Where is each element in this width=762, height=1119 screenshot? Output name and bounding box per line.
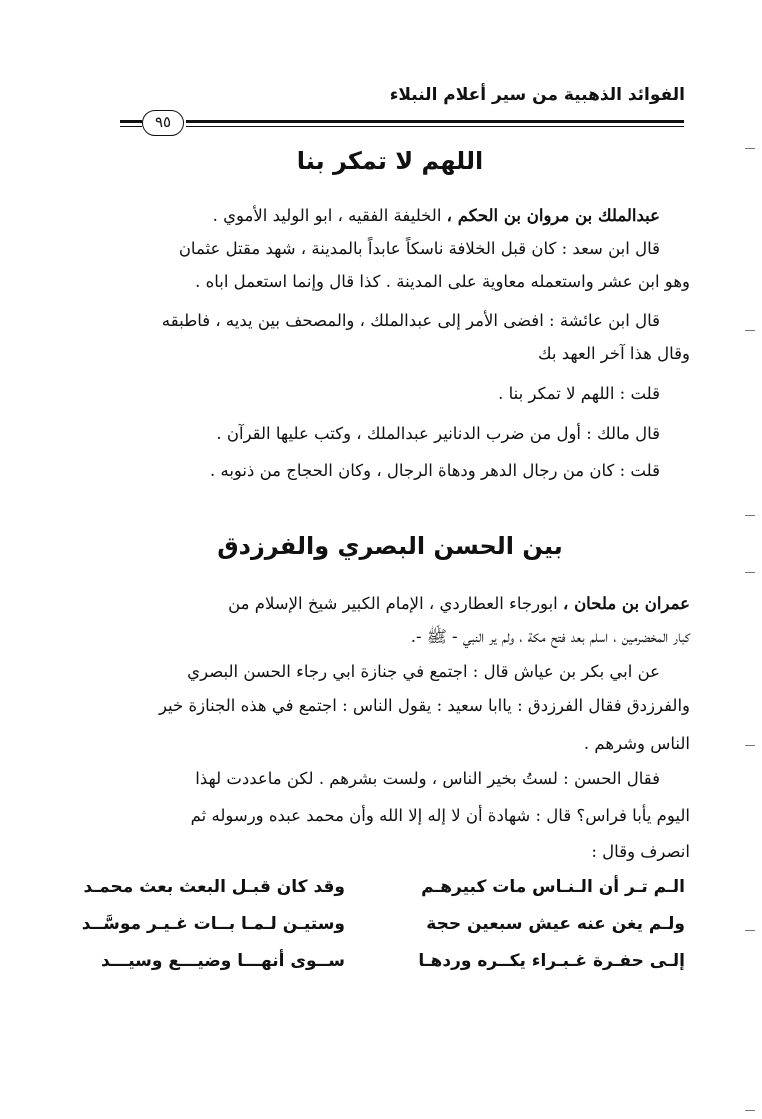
section-heading-2: بين الحسن البصري والفرزدق bbox=[217, 532, 563, 560]
text-line: انصرف وقال : bbox=[591, 842, 690, 861]
text-line: قال ابن سعد : كان قبل الخلافة ناسكاً عابداً بالمدينة ، شهد مقتل عثمان bbox=[178, 239, 660, 258]
text-line: قال مالك : أول من ضرب الدنانير عبدالملك ، وكتب عليها القرآن . bbox=[216, 424, 660, 443]
text-line: كبار المخضرمين ، اسلم بعد فتح مكة ، ولم ير النبي - ﷺ -. bbox=[410, 627, 690, 646]
text-run: ابورجاء العطاردي ، الإمام الكبير شيخ الإسلام من bbox=[228, 594, 563, 613]
poem-hemistich-right: إلـى حفـرة غـبـراء يكــره وردهـا bbox=[418, 951, 685, 971]
text-line: وهو ابن عشر واستعمله معاوية على المدينة . كذا قال وإنما استعمل اباه . bbox=[195, 272, 690, 291]
text-line: قلت : اللهم لا تمكر بنا . bbox=[498, 384, 660, 403]
section-heading-1: اللهم لا تمكر بنا bbox=[296, 147, 484, 175]
text-line: عن ابي بكر بن عياش قال : اجتمع في جنازة ابي رجاء الحسن البصري bbox=[187, 662, 660, 681]
text-line: اليوم يأبا فراس؟ قال : شهادة أن لا إله إلا الله وأن محمد عبده ورسوله ثم bbox=[190, 806, 690, 825]
margin-tick bbox=[745, 930, 755, 931]
header-rule-thick bbox=[186, 120, 684, 123]
margin-tick bbox=[745, 148, 755, 149]
margin-tick bbox=[745, 330, 755, 331]
bold-name: عمران بن ملحان ، bbox=[563, 594, 690, 613]
header-rule-short-thin bbox=[120, 126, 142, 127]
page-number: ٩٥ bbox=[142, 110, 184, 136]
text-line: قال ابن عائشة : افضى الأمر إلى عبدالملك ، والمصحف بين يديه ، فاطبقه bbox=[161, 311, 660, 330]
text-line: والفرزدق فقال الفرزدق : ياابا سعيد : يقول الناس : اجتمع في هذه الجنازة خير bbox=[158, 696, 690, 715]
poem-hemistich-left: ســوى أنهـــا وضيـــع وسيـــد bbox=[100, 951, 345, 971]
bold-name: عبدالملك بن مروان بن الحكم ، bbox=[446, 206, 660, 225]
header-rule-short-thick bbox=[120, 120, 142, 123]
margin-tick bbox=[745, 745, 755, 746]
margin-tick bbox=[745, 515, 755, 516]
text-line: فقال الحسن : لستُ بخير الناس ، ولست بشرهم . لكن ماعددت لهذا bbox=[195, 769, 660, 788]
running-header-title: الفوائد الذهبية من سير أعلام النبلاء bbox=[389, 85, 685, 105]
poem-hemistich-left: وقد كان قبـل البعث بعث محمـد bbox=[83, 877, 345, 897]
poem-hemistich-right: ولـم يغن عنه عيش سبعين حجة bbox=[426, 914, 685, 934]
poem-hemistich-left: وستيـن لـمـا بــات غـيـر موسَّــد bbox=[81, 914, 345, 934]
text-line bbox=[85, 200, 690, 232]
header-rule-thin bbox=[186, 126, 684, 127]
text-line bbox=[85, 588, 690, 620]
margin-tick bbox=[745, 572, 755, 573]
poem-hemistich-right: الـم تـر أن الـنـاس مات كبيرهـم bbox=[421, 877, 685, 897]
margin-tick bbox=[745, 1110, 755, 1111]
text-run: الخليفة الفقيه ، ابو الوليد الأموي . bbox=[212, 206, 447, 225]
text-line: الناس وشرهم . bbox=[583, 734, 690, 753]
text-line: قلت : كان من رجال الدهر ودهاة الرجال ، وكان الحجاج من ذنوبه . bbox=[209, 461, 660, 480]
text-line: وقال هذا آخر العهد بك bbox=[537, 344, 690, 363]
